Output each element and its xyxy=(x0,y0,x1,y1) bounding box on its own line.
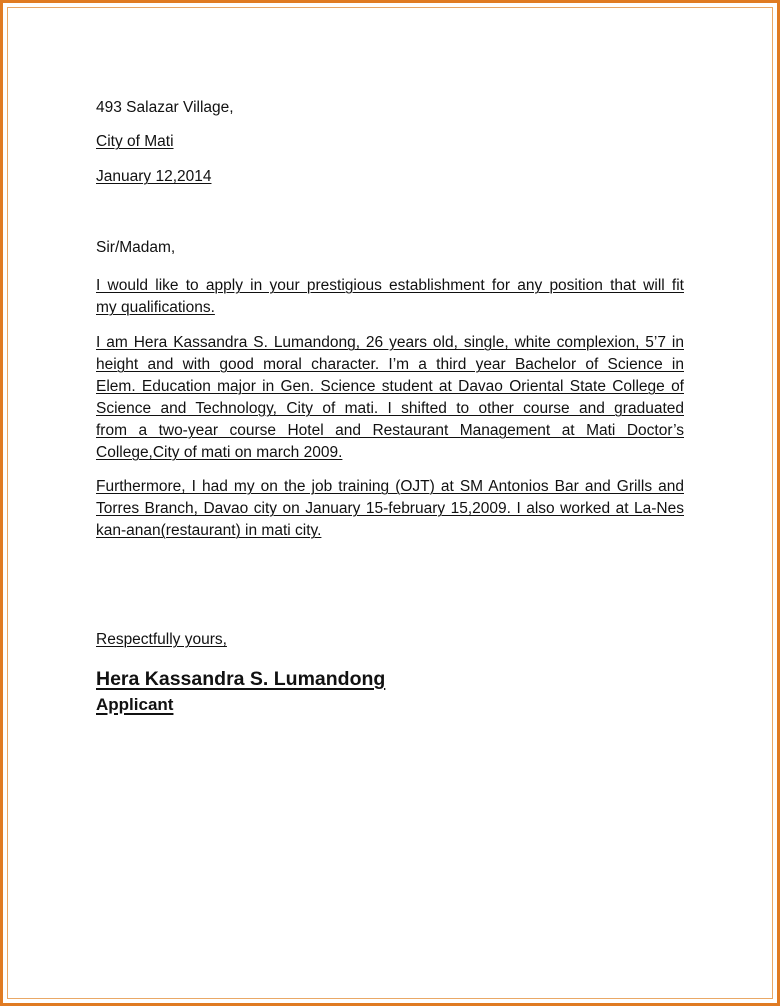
paragraph-line: Science and Technology, City of mati. I shifted to other course and graduated xyxy=(96,400,684,417)
paragraph-line: Elem. Education major in Gen. Science student at Davao Oriental State College of xyxy=(96,378,684,395)
paragraph-line: height and with good moral character. I’m a third year Bachelor of Science in xyxy=(96,356,684,373)
address-line-1: 493 Salazar Village, xyxy=(96,99,234,116)
paragraph-line: College,City of mati on march 2009. xyxy=(96,444,343,461)
letter-date: January 12,2014 xyxy=(96,168,212,185)
closing: Respectfully yours, xyxy=(96,631,227,648)
paragraph-line: Furthermore, I had my on the job training (OJT) at SM Antonios Bar and Grills and xyxy=(96,478,684,495)
paragraph-line: from a two-year course Hotel and Restaurant Management at Mati Doctor’s xyxy=(96,422,684,439)
signature-title: Applicant xyxy=(96,695,174,714)
signature-name: Hera Kassandra S. Lumandong xyxy=(96,668,386,690)
paragraph-application xyxy=(96,275,684,319)
paragraph-line: kan-anan(restaurant) in mati city. xyxy=(96,522,322,539)
address-line-2: City of Mati xyxy=(96,133,174,150)
paragraph-line: my qualifications. xyxy=(96,299,215,316)
paragraph-line: I am Hera Kassandra S. Lumandong, 26 years old, single, white complexion, 5’7 in xyxy=(96,334,684,351)
paragraph-background xyxy=(96,332,684,464)
paragraph-line: Torres Branch, Davao city on January 15-february 15,2009. I also worked at La-Nes xyxy=(96,500,684,517)
paragraph-line: I would like to apply in your prestigious establishment for any position that will fit xyxy=(96,277,684,294)
paragraph-experience xyxy=(96,476,684,542)
salutation: Sir/Madam, xyxy=(96,239,176,256)
